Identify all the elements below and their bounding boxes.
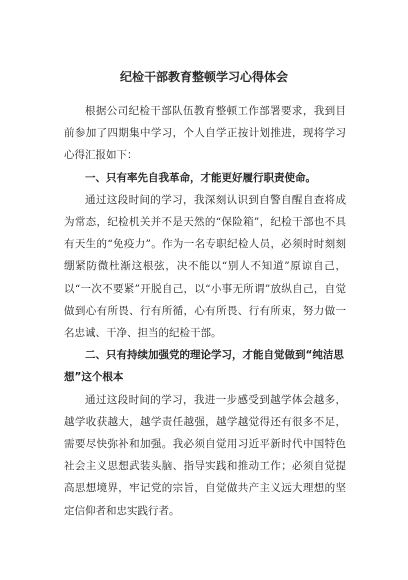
section-2-heading: 二、只有持续加强党的理论学习，才能自觉做到“纯洁思想”这个根本 (64, 349, 344, 384)
section-1-paragraph: 通过这段时间的学习，我深刻认识到自警自醒自查将成为常态，纪检机关并不是天然的“保险箱”，纪检干部也不具有天生的“免疫力”。作为一名专职纪检人员，必须时时刻刻绷紧防微杜渐这根弦，决不能以“别人不知道”原谅自己，以“一次不要紧”开脱自己，以“小事无所谓”放纵自己，自觉做到心有所畏、行有所循，心有所畏、行有所束，努力做一名忠诚、干净、担当的纪检干部。 (64, 193, 346, 340)
document-body (64, 100, 346, 522)
section-1-heading: 一、只有率先自我革命，才能更好履行职责使命。 (85, 171, 316, 184)
document-title: 纪检干部教育整顿学习心得体会 (119, 70, 288, 84)
section-2-paragraph: 通过这段时间的学习，我进一步感受到越学体会越多，越学收获越大，越学责任越强，越学越觉得还有很多不足，需要尽快弥补和加强。我必须自觉用习近平新时代中国特色社会主义思想武装头脑、指导实践和推动工作；必须自觉提高思想境界，牢记党的宗旨，自觉做共产主义远大理想的坚定信仰者和忠实践行者。 (64, 393, 346, 517)
intro-paragraph: 根据公司纪检干部队伍教育整顿工作部署要求，我到目前参加了四期集中学习，个人自学正按计划推进，现将学习心得汇报如下： (64, 105, 346, 162)
